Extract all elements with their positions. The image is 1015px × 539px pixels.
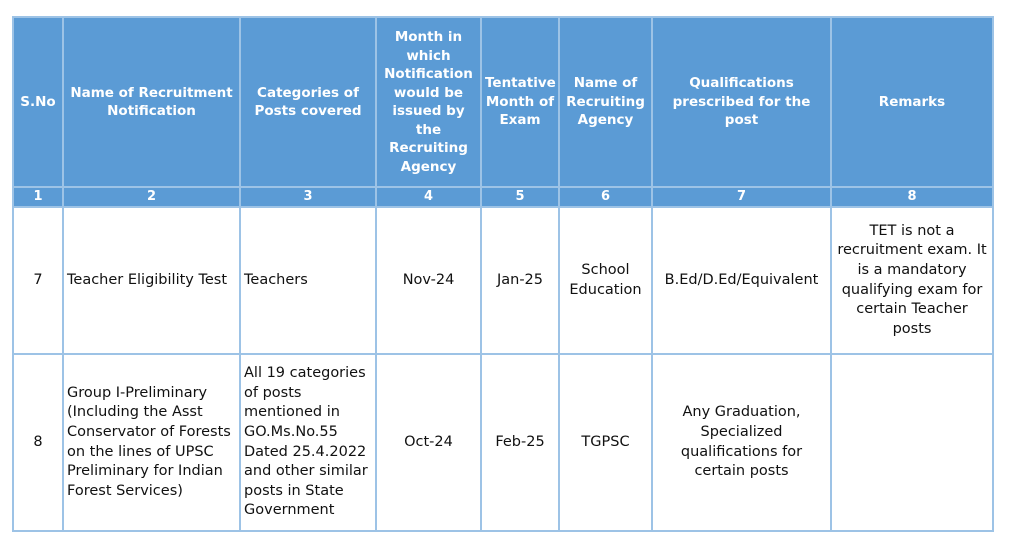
table-row <box>13 354 993 531</box>
cell-agency: TGPSC <box>559 354 652 531</box>
header-categories: Categories of Posts covered <box>240 17 376 187</box>
column-number-row <box>13 187 993 207</box>
cell-notification-month: Nov-24 <box>376 207 481 354</box>
cell-notification-name: Group I-Preliminary (Including the Asst Conservator of Forests on the lines of UPSC Preliminary for Indian Forest Services) <box>63 354 240 531</box>
header-remarks: Remarks <box>831 17 993 187</box>
cell-qualifications: B.Ed/D.Ed/Equivalent <box>652 207 831 354</box>
column-number: 1 <box>13 187 63 207</box>
recruitment-table-container <box>12 16 994 532</box>
column-number: 6 <box>559 187 652 207</box>
column-number: 4 <box>376 187 481 207</box>
cell-remarks <box>831 354 993 531</box>
table-row <box>13 207 993 354</box>
column-number: 3 <box>240 187 376 207</box>
cell-exam-month: Feb-25 <box>481 354 559 531</box>
cell-categories: Teachers <box>240 207 376 354</box>
cell-exam-month: Jan-25 <box>481 207 559 354</box>
cell-notification-month: Oct-24 <box>376 354 481 531</box>
cell-sno: 8 <box>13 354 63 531</box>
header-notification-name: Name of Recruitment Notification <box>63 17 240 187</box>
cell-notification-name: Teacher Eligibility Test <box>63 207 240 354</box>
cell-remarks: TET is not a recruitment exam. It is a mandatory qualifying exam for certain Teacher posts <box>831 207 993 354</box>
cell-categories: All 19 categories of posts mentioned in GO.Ms.No.55 Dated 25.4.2022 and other similar posts in State Government <box>240 354 376 531</box>
column-number: 7 <box>652 187 831 207</box>
column-number: 5 <box>481 187 559 207</box>
header-agency: Name of Recruiting Agency <box>559 17 652 187</box>
column-number: 8 <box>831 187 993 207</box>
cell-agency: School Education <box>559 207 652 354</box>
header-notification-month: Month in which Notification would be issued by the Recruiting Agency <box>376 17 481 187</box>
cell-sno: 7 <box>13 207 63 354</box>
recruitment-table <box>12 16 994 532</box>
header-sno: S.No <box>13 17 63 187</box>
column-number: 2 <box>63 187 240 207</box>
header-exam-month: Tentative Month of Exam <box>481 17 559 187</box>
cell-qualifications: Any Graduation, Specialized qualifications for certain posts <box>652 354 831 531</box>
header-qualifications: Qualifications prescribed for the post <box>652 17 831 187</box>
header-row <box>13 17 993 187</box>
